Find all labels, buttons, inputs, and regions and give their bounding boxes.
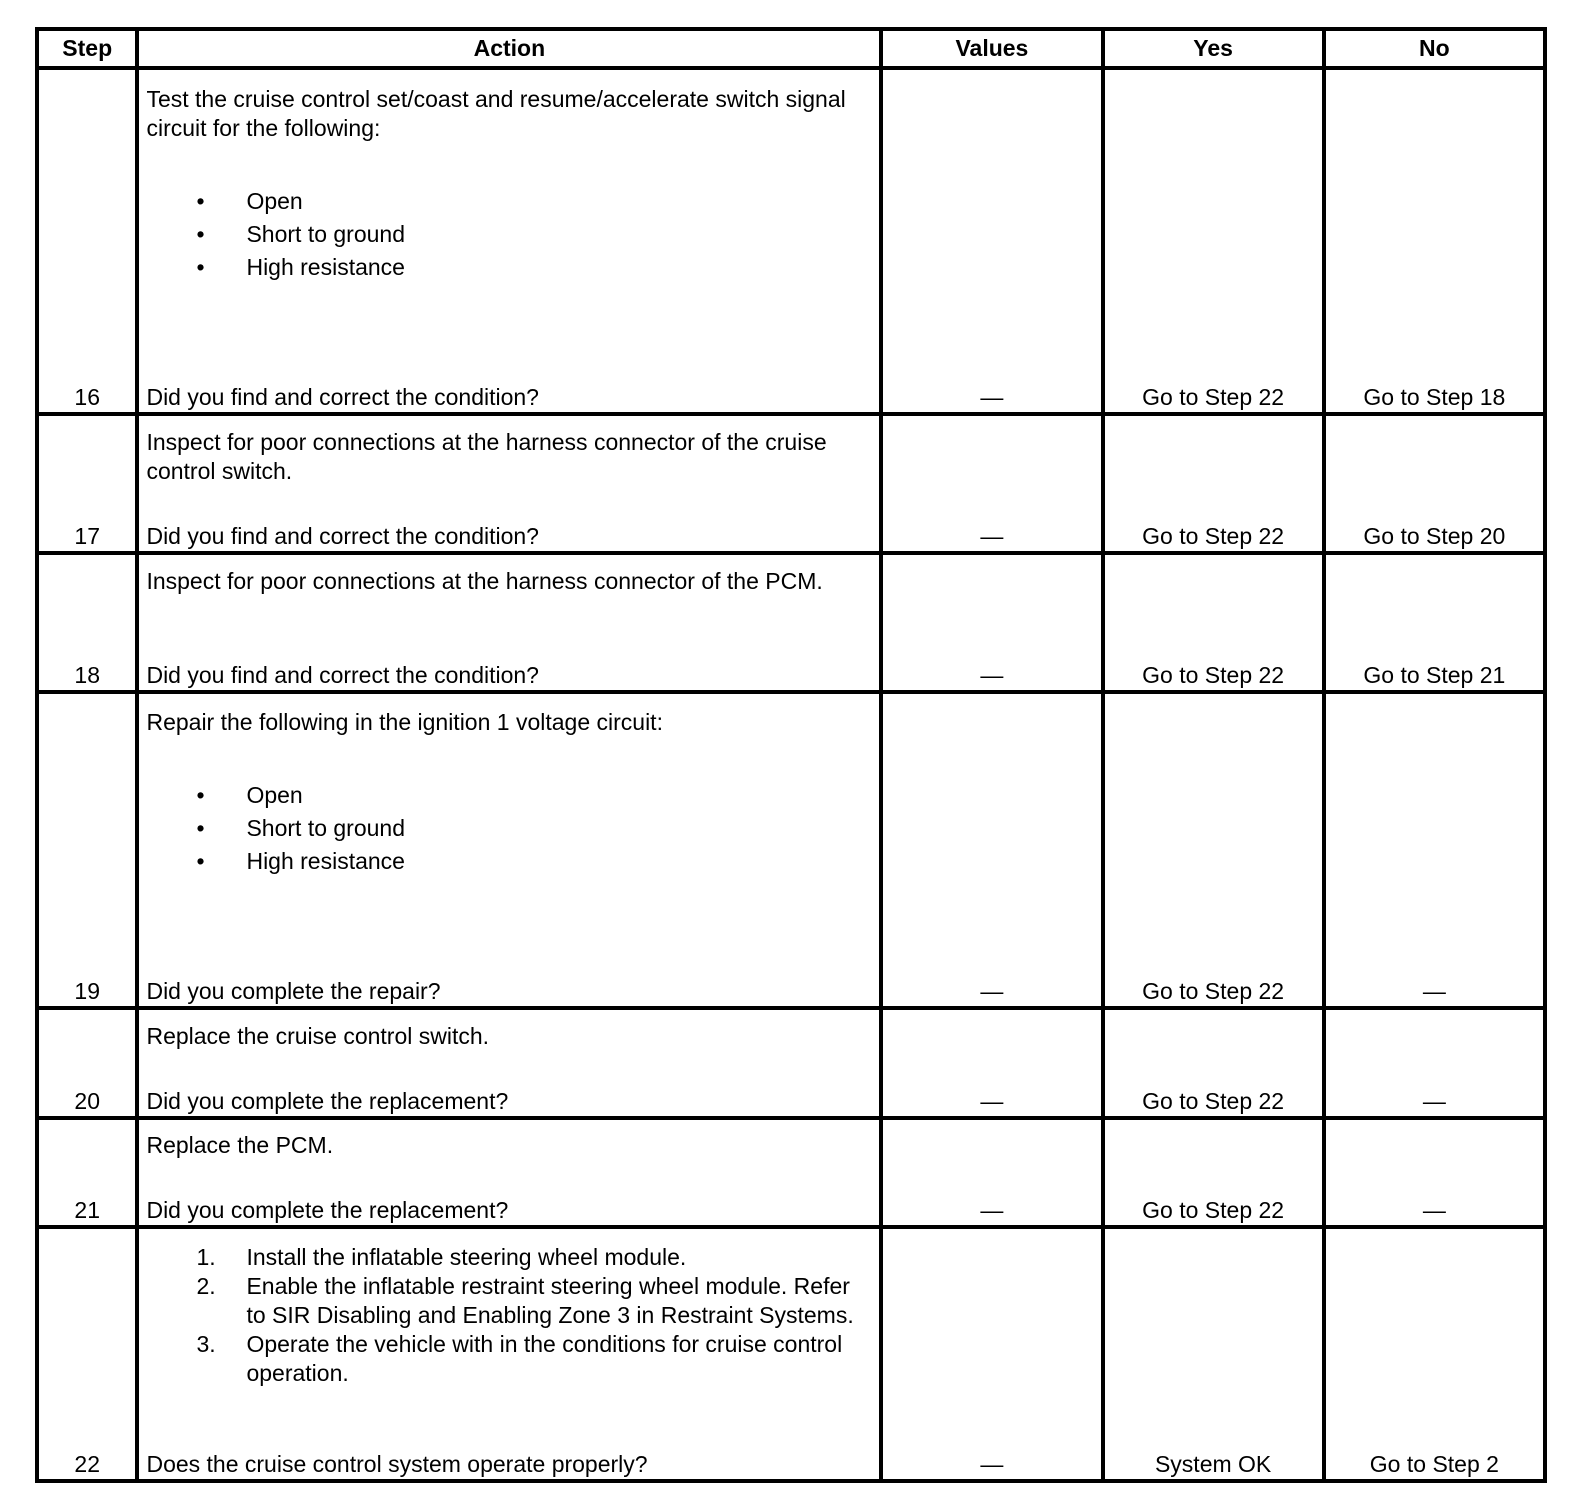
values-cell: — [881,1227,1102,1481]
list-number: 1. [196,1244,216,1270]
list-item: • High resistance [146,845,872,878]
list-item [146,1330,872,1388]
action-cell [137,553,881,692]
list-item: • High resistance [146,251,872,284]
action-question: Does the cruise control system operate properly? [146,1451,648,1477]
table-row [37,1118,1545,1228]
no-cell: — [1324,692,1545,1008]
action-cell [137,414,881,553]
bullet-list [146,185,872,284]
action-cell [137,1227,881,1481]
header-values: Values [881,29,1102,68]
yes-cell: Go to Step 22 [1103,68,1324,414]
table-row [37,1008,1545,1118]
action-question: Did you find and correct the condition? [146,522,539,549]
list-item [146,1243,872,1272]
step-number: 21 [37,1118,137,1228]
no-cell: — [1324,1008,1545,1118]
header-yes: Yes [1103,29,1324,68]
list-number: 2. [196,1273,216,1299]
step-number: 18 [37,553,137,692]
action-intro: Replace the PCM. [146,1132,334,1159]
action-intro: Repair the following in the ignition 1 voltage circuit: [146,709,663,736]
action-question: Did you complete the replacement? [146,1087,509,1114]
table-row [37,414,1545,553]
values-cell: — [881,1118,1102,1228]
action-intro: Inspect for poor connections at the harness connector of the cruise control switch. [146,428,827,484]
action-question: Did you complete the repair? [146,978,441,1005]
action-cell [137,68,881,414]
header-row [37,29,1545,68]
action-intro: Inspect for poor connections at the harness connector of the PCM. [146,567,823,594]
list-text: Install the inflatable steering wheel module. [246,1244,687,1270]
table-row [37,1227,1545,1481]
action-intro: Replace the cruise control switch. [146,1022,490,1049]
no-cell: — [1324,1118,1545,1228]
header-action: Action [137,29,881,68]
step-number: 22 [37,1227,137,1481]
values-cell: — [881,553,1102,692]
action-cell [137,692,881,1008]
action-intro: Test the cruise control set/coast and resume/accelerate switch signal circuit for the following: [146,85,846,141]
yes-cell: Go to Step 22 [1103,692,1324,1008]
list-text: Enable the inflatable restraint steering wheel module. Refer to SIR Disabling and Enabling Zone 3 in Restraint Systems. [246,1273,854,1328]
yes-cell: Go to Step 22 [1103,1008,1324,1118]
values-cell: — [881,1008,1102,1118]
action-question: Did you find and correct the condition? [146,383,539,410]
list-item [146,1272,872,1330]
yes-cell: Go to Step 22 [1103,553,1324,692]
step-number: 19 [37,692,137,1008]
yes-cell: System OK [1103,1227,1324,1481]
list-item: • Open [146,779,872,812]
action-cell [137,1008,881,1118]
list-number: 3. [196,1331,216,1357]
step-number: 20 [37,1008,137,1118]
numbered-list [146,1243,872,1388]
bullet-list [146,779,872,878]
table-row [37,553,1545,692]
no-cell: Go to Step 2 [1324,1227,1545,1481]
action-question: Did you complete the replacement? [146,1197,509,1224]
yes-cell: Go to Step 22 [1103,1118,1324,1228]
table-row [37,68,1545,414]
list-item: • Short to ground [146,218,872,251]
table-row [37,692,1545,1008]
values-cell: — [881,68,1102,414]
header-step: Step [37,29,137,68]
no-cell: Go to Step 20 [1324,414,1545,553]
step-number: 16 [37,68,137,414]
action-cell [137,1118,881,1228]
no-cell: Go to Step 21 [1324,553,1545,692]
action-question: Did you find and correct the condition? [146,661,539,688]
values-cell: — [881,414,1102,553]
list-text: Operate the vehicle with in the conditions for cruise control operation. [246,1331,843,1386]
list-item: • Short to ground [146,812,872,845]
no-cell: Go to Step 18 [1324,68,1545,414]
diagnostic-steps-table [35,27,1547,1483]
yes-cell: Go to Step 22 [1103,414,1324,553]
values-cell: — [881,692,1102,1008]
step-number: 17 [37,414,137,553]
list-item: • Open [146,185,872,218]
header-no: No [1324,29,1545,68]
